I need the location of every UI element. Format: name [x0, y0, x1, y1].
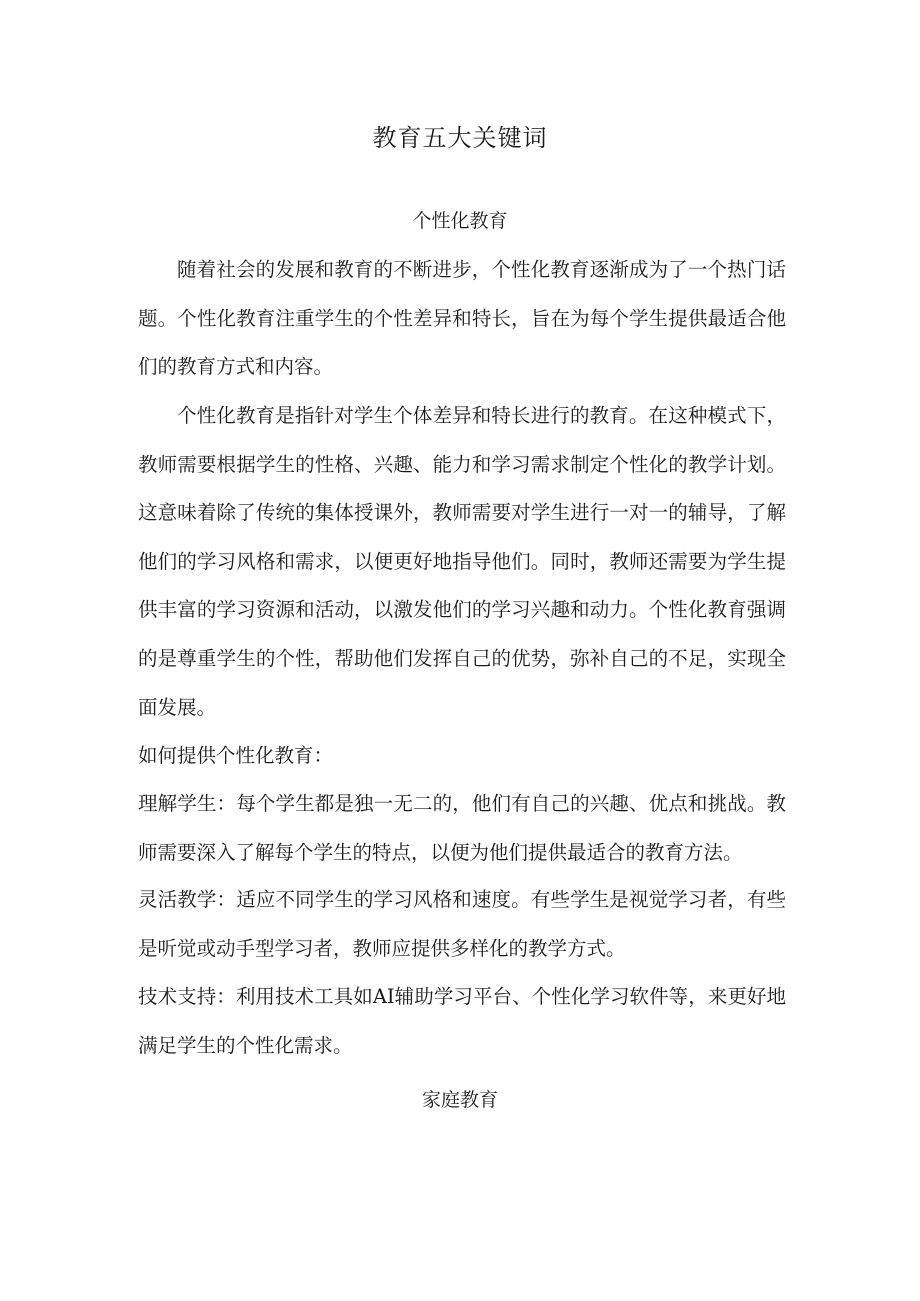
- list-item-tech-support: 技术支持：利用技术工具如AI辅助学习平台、个性化学习软件等，来更好地满足学生的个性化需求。: [138, 985, 786, 1057]
- list-item-understand-students: 理解学生：每个学生都是独一无二的，他们有自己的兴趣、优点和挑战。教师需要深入了解每个学生的特点，以便为他们提供最适合的教育方法。: [138, 792, 786, 864]
- definition-paragraph: 个性化教育是指针对学生个体差异和特长进行的教育。在这种模式下，教师需要根据学生的性格、兴趣、能力和学习需求制定个性化的教学计划。这意味着除了传统的集体授课外，教师需要对学生进行一对一的辅导，了解他们的学习风格和需求，以便更好地指导他们。同时，教师还需要为学生提供丰富的学习资源和活动，以激发他们的学习兴趣和动力。个性化教育强调的是尊重学生的个性，帮助他们发挥自己的优势，弥补自己的不足，实现全面发展。: [138, 404, 786, 719]
- document-title: 教育五大关键词: [372, 124, 548, 152]
- intro-paragraph: 随着社会的发展和教育的不断进步，个性化教育逐渐成为了一个热门话题。个性化教育注重学生的个性差异和特长，旨在为每个学生提供最适合他们的教育方式和内容。: [138, 258, 786, 379]
- list-item-flexible-teaching: 灵活教学：适应不同学生的学习风格和速度。有些学生是视觉学习者，有些是听觉或动手型学习者，教师应提供多样化的教学方式。: [138, 888, 786, 960]
- list-intro: 如何提供个性化教育：: [138, 744, 334, 767]
- section-heading-personalized-education: 个性化教育: [412, 210, 508, 232]
- section-heading-family-education: 家庭教育: [421, 1089, 498, 1111]
